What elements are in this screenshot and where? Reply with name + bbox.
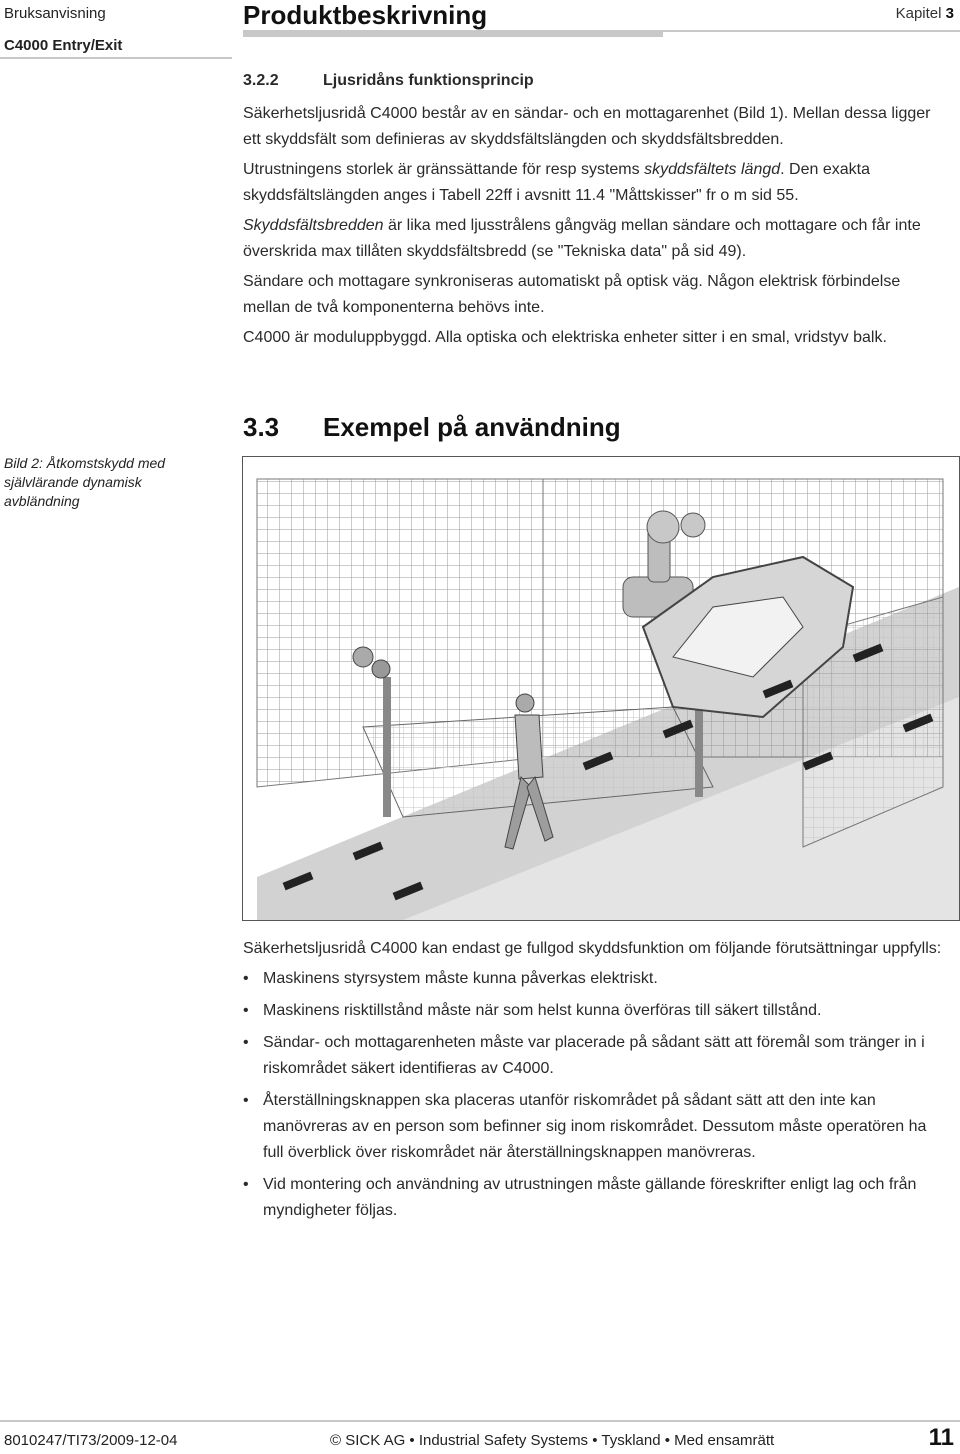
chapter-label: Kapitel	[895, 5, 942, 22]
list-item: • Sändar- och mottagarenheten måste var placerade på sådant sätt att föremål som tränger in i riskområdet säkert identifieras av C4000.	[243, 1030, 943, 1082]
figure-illustration	[242, 456, 960, 921]
indicator-lamp	[372, 660, 390, 678]
header-left	[4, 4, 122, 56]
emphasis: skyddsfältets längd	[644, 161, 781, 178]
list-item: • Vid montering och användning av utrustningen måste gällande föreskrifter enligt lag och från myndigheter följas.	[243, 1172, 943, 1224]
footer-doc-id: 8010247/TI73/2009-12-04	[4, 1432, 178, 1449]
header-rule-left	[0, 57, 232, 59]
list-item: • Återställningsknappen ska placeras utanför riskområdet på sådant sätt att den inte kan manövreras av en person som befinner sig inom riskområdet. Dessutom måste operatören ha full överblick över riskområdet när återställningsknappen manövreras.	[243, 1088, 943, 1166]
sender-unit	[383, 677, 391, 817]
paragraph: Sändare och mottagare synkroniseras automatiskt på optisk väg. Någon elektrisk förbindelse mellan de två komponenterna behövs inte.	[243, 273, 901, 316]
section-body-322	[243, 101, 943, 355]
paragraph: Säkerhetsljusridå C4000 består av en sändar- och en mottagarenhet (Bild 1). Mellan dessa ligger ett skyddsfält som definieras av skyddsfältslängden och skyddsfältsbredden.	[243, 105, 931, 148]
robot-head	[681, 513, 705, 537]
section-body-33	[243, 936, 943, 1230]
section-number: 3.2.2	[243, 72, 279, 89]
header-rule	[243, 30, 663, 37]
header-rule-thin	[663, 30, 960, 32]
paragraph: Skyddsfältsbredden är lika med ljusstrålens gångväg mellan sändare och mottagare och får inte överskrida max tillåten skyddsfältsbredd (se "Tekniska data" på sid 49).	[243, 217, 921, 260]
footer-copyright: © SICK AG • Industrial Safety Systems • Tyskland • Med ensamrätt	[330, 1432, 775, 1449]
section-heading-33	[243, 410, 621, 444]
figure-caption: Bild 2: Åtkomstskydd med självlärande dynamisk avbländning	[4, 455, 166, 509]
footer-rule	[0, 1420, 960, 1422]
reset-button	[353, 647, 373, 667]
paragraph: C4000 är moduluppbyggd. Alla optiska och elektriska enheter sitter i en smal, vridstyv balk.	[243, 329, 887, 346]
paragraph: Utrustningens storlek är gränssättande för resp systems skyddsfältets längd. Den exakta skyddsfältslängden anges i Tabell 22ff i avsnitt 11.4 "Måttskisser" fr o m sid 55.	[243, 161, 870, 204]
section-heading-322	[243, 68, 943, 94]
product-name: C4000 Entry/Exit	[4, 37, 123, 54]
emphasis: Skyddsfältsbredden	[243, 217, 384, 234]
page-title: Produktbeskrivning	[243, 0, 488, 30]
chapter-indicator	[896, 5, 954, 22]
illustration-svg	[243, 457, 959, 920]
section-title: Exempel på användning	[323, 412, 621, 442]
paragraph: Säkerhetsljusridå C4000 kan endast ge fullgod skyddsfunktion om följande förutsättningar uppfylls:	[243, 940, 942, 957]
robot-joint	[647, 511, 679, 543]
doc-type: Bruksanvisning	[4, 5, 106, 22]
list-item: • Maskinens risktillstånd måste när som helst kunna överföras till säkert tillstånd.	[243, 998, 943, 1024]
list-item: • Maskinens styrsystem måste kunna påverkas elektriskt.	[243, 966, 943, 992]
section-number: 3.3	[243, 412, 280, 442]
page-number: 11	[928, 1424, 954, 1451]
chapter-number: 3	[945, 5, 954, 22]
requirements-list	[243, 966, 943, 1224]
section-title: Ljusridåns funktionsprincip	[323, 72, 534, 89]
